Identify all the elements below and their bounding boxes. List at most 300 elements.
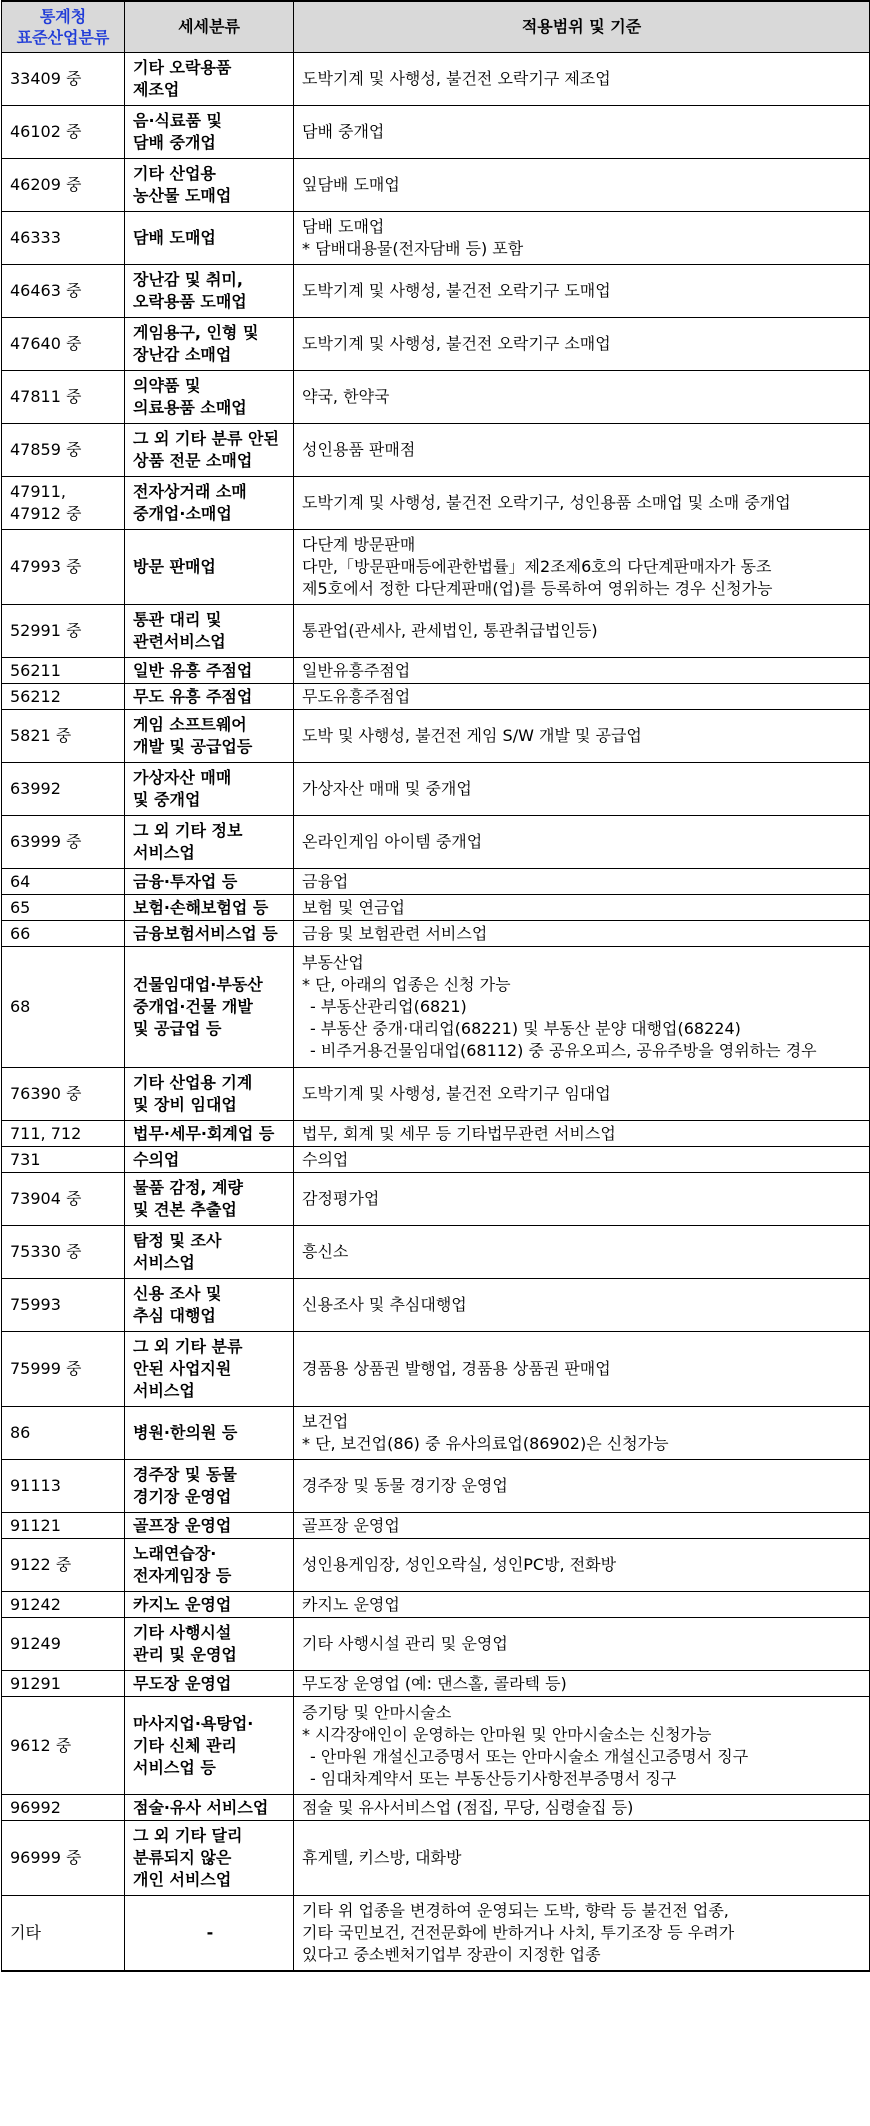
- scope-criteria-text: * 단, 아래의 업종은 신청 가능: [302, 975, 511, 994]
- subcategory-cell: [125, 212, 294, 265]
- subcategory-name: 담배 도매업: [133, 228, 216, 247]
- industry-code-cell: [2, 477, 125, 530]
- industry-code-cell: [2, 530, 125, 605]
- industry-code-cell: [2, 684, 125, 710]
- scope-criteria-text: 휴게텔, 키스방, 대화방: [302, 1848, 462, 1867]
- industry-code: 기타: [10, 1922, 41, 1942]
- industry-code: 56212: [10, 686, 61, 706]
- subcategory-cell: [125, 1795, 294, 1821]
- scope-criteria-cell: [294, 106, 870, 159]
- industry-code: 86: [10, 1423, 31, 1442]
- scope-criteria-text: 금융 및 보험관련 서비스업: [302, 923, 488, 943]
- industry-code-cell: [2, 1407, 125, 1460]
- industry-code-cell: [2, 1795, 125, 1821]
- scope-criteria-cell: [294, 1460, 870, 1513]
- industry-code-cell: [2, 1592, 125, 1618]
- subcategory-name: 농산물 도매업: [133, 186, 232, 205]
- subcategory-name: 건물임대업·부동산: [133, 975, 263, 994]
- table-row: [2, 684, 870, 710]
- subcategory-cell: [125, 1068, 294, 1121]
- scope-criteria-cell: [294, 1697, 870, 1795]
- subcategory-name: 법무·세무·회계업 등: [133, 1123, 275, 1143]
- subcategory-cell: [125, 53, 294, 106]
- industry-code-cell: [2, 869, 125, 895]
- scope-criteria-cell: [294, 947, 870, 1068]
- subcategory-cell: [125, 684, 294, 710]
- table-row: [2, 658, 870, 684]
- subcategory-name: 일반 유흥 주점업: [133, 660, 253, 680]
- table-row: [2, 1460, 870, 1513]
- industry-code-cell: [2, 1671, 125, 1697]
- industry-code: 46102 중: [10, 122, 82, 141]
- industry-code: 75999 중: [10, 1359, 82, 1378]
- subcategory-name: 병원·한의원 등: [133, 1423, 238, 1442]
- table-row: [2, 1896, 870, 1971]
- table-row: [2, 1332, 870, 1407]
- industry-exclusion-table: [1, 0, 870, 1972]
- table-row: [2, 53, 870, 106]
- industry-code-cell: [2, 895, 125, 921]
- table-row: [2, 1407, 870, 1460]
- scope-criteria-text: 기타 위 업종을 변경하여 운영되는 도박, 향락 등 불건전 업종,: [302, 1900, 729, 1920]
- industry-code-cell: [2, 816, 125, 869]
- subcategory-cell: [125, 371, 294, 424]
- scope-criteria-text: 통관업(관세사, 관세법인, 통관취급법인등): [302, 621, 598, 640]
- table-body: [2, 53, 870, 1971]
- scope-criteria-text: - 안마원 개설신고증명서 또는 안마시술소 개설신고증명서 징구: [310, 1746, 749, 1766]
- subcategory-cell: [125, 816, 294, 869]
- industry-code: 73904 중: [10, 1189, 82, 1208]
- subcategory-cell: [125, 947, 294, 1068]
- scope-criteria-text: 온라인게임 아이템 중개업: [302, 832, 483, 851]
- subcategory-name: 경기장 운영업: [133, 1487, 232, 1506]
- subcategory-name: 추심 대행업: [133, 1306, 216, 1325]
- industry-code-cell: [2, 212, 125, 265]
- industry-code-cell: [2, 265, 125, 318]
- table-row: [2, 605, 870, 658]
- scope-criteria-text: 기타 국민보건, 건전문화에 반하거나 사치, 투기조장 등 우려가: [302, 1922, 735, 1942]
- subcategory-cell: [125, 710, 294, 763]
- scope-criteria-text: - 부동산관리업(6821): [310, 997, 467, 1016]
- scope-criteria-cell: [294, 1896, 870, 1971]
- industry-code: 76390 중: [10, 1084, 82, 1103]
- scope-criteria-cell: [294, 265, 870, 318]
- scope-criteria-cell: [294, 530, 870, 605]
- subcategory-name: 개발 및 공급업등: [133, 737, 253, 756]
- table-row: [2, 212, 870, 265]
- scope-criteria-cell: [294, 763, 870, 816]
- subcategory-cell: [125, 1460, 294, 1513]
- industry-code: 63992: [10, 779, 61, 798]
- table-row: [2, 106, 870, 159]
- industry-code: 65: [10, 897, 31, 917]
- scope-criteria-text: 도박기계 및 사행성, 불건전 오락기구 임대업: [302, 1084, 611, 1103]
- industry-code-cell: [2, 1279, 125, 1332]
- industry-code: 46463 중: [10, 281, 82, 300]
- subcategory-name: 점술·유사 서비스업: [133, 1797, 269, 1817]
- industry-code: 47911,: [10, 482, 66, 501]
- subcategory-name: 음·식료품 및: [133, 111, 222, 130]
- subcategory-cell: [125, 1332, 294, 1407]
- subcategory-cell: [125, 1539, 294, 1592]
- table-row: [2, 1539, 870, 1592]
- scope-criteria-cell: [294, 53, 870, 106]
- scope-criteria-text: 가상자산 매매 및 중개업: [302, 779, 472, 798]
- scope-criteria-text: 담배 도매업: [302, 217, 385, 236]
- table-row: [2, 1795, 870, 1821]
- header-scope-criteria: 적용범위 및 기준: [294, 1, 870, 53]
- subcategory-name: 제조업: [133, 80, 180, 99]
- industry-code-cell: [2, 1226, 125, 1279]
- table-header-row: [2, 1, 870, 53]
- scope-criteria-text: 감정평가업: [302, 1189, 380, 1208]
- subcategory-name: 및 견본 추출업: [133, 1200, 237, 1219]
- industry-code: 91121: [10, 1515, 61, 1535]
- subcategory-cell: [125, 106, 294, 159]
- subcategory-cell: [125, 265, 294, 318]
- scope-criteria-text: 도박기계 및 사행성, 불건전 오락기구 도매업: [302, 281, 611, 300]
- scope-criteria-cell: [294, 1592, 870, 1618]
- scope-criteria-cell: [294, 371, 870, 424]
- subcategory-name: 장난감 및 취미,: [133, 270, 243, 289]
- industry-code-cell: [2, 921, 125, 947]
- industry-code-cell: [2, 1068, 125, 1121]
- scope-criteria-cell: [294, 869, 870, 895]
- scope-criteria-text: 도박기계 및 사행성, 불건전 오락기구 제조업: [302, 69, 611, 88]
- scope-criteria-text: * 시각장애인이 운영하는 안마원 및 안마시술소는 신청가능: [302, 1724, 712, 1744]
- subcategory-name: 장난감 소매업: [133, 345, 232, 364]
- subcategory-name: 무도 유흥 주점업: [133, 686, 253, 706]
- scope-criteria-cell: [294, 921, 870, 947]
- table-row: [2, 424, 870, 477]
- subcategory-name: 금융·투자업 등: [133, 871, 238, 891]
- industry-code-cell: [2, 658, 125, 684]
- subcategory-name: 서비스업: [133, 1253, 195, 1272]
- scope-criteria-text: 다단계 방문판매: [302, 535, 416, 554]
- subcategory-cell: [125, 1121, 294, 1147]
- subcategory-cell: [125, 1513, 294, 1539]
- subcategory-name: 그 외 기타 분류: [133, 1337, 243, 1356]
- scope-criteria-cell: [294, 1332, 870, 1407]
- subcategory-name: 게임 소프트웨어: [133, 715, 247, 734]
- industry-code: 66: [10, 923, 31, 943]
- scope-criteria-cell: [294, 658, 870, 684]
- industry-code: 63999 중: [10, 832, 82, 851]
- scope-criteria-text: - 부동산 중개·대리업(68221) 및 부동산 분양 대행업(68224): [310, 1019, 741, 1038]
- scope-criteria-text: * 담배대용물(전자담배 등) 포함: [302, 239, 524, 258]
- industry-code: 56211: [10, 660, 61, 680]
- scope-criteria-text: 경품용 상품권 발행업, 경품용 상품권 판매업: [302, 1359, 611, 1378]
- scope-criteria-text: 담배 중개업: [302, 122, 385, 141]
- industry-code-cell: [2, 159, 125, 212]
- subcategory-cell: [125, 1671, 294, 1697]
- scope-criteria-text: 법무, 회계 및 세무 등 기타법무관련 서비스업: [302, 1123, 616, 1143]
- scope-criteria-cell: [294, 605, 870, 658]
- table-row: [2, 1821, 870, 1896]
- subcategory-cell: [125, 1226, 294, 1279]
- header-industry-classification: 통계청 표준산업분류: [2, 1, 125, 53]
- table-row: [2, 1618, 870, 1671]
- subcategory-cell: [125, 1407, 294, 1460]
- subcategory-name: 경주장 및 동물: [133, 1465, 237, 1484]
- industry-code: 64: [10, 871, 31, 891]
- table-row: [2, 1671, 870, 1697]
- industry-code: 9612 중: [10, 1735, 72, 1755]
- industry-code: 9122 중: [10, 1555, 72, 1574]
- subcategory-cell: [125, 477, 294, 530]
- scope-criteria-text: - 비주거용건물임대업(68112) 중 공유오피스, 공유주방을 영위하는 경우: [310, 1041, 817, 1060]
- scope-criteria-text: * 단, 보건업(86) 중 유사의료업(86902)은 신청가능: [302, 1434, 669, 1453]
- subcategory-name: 안된 사업지원: [133, 1359, 232, 1378]
- scope-criteria-cell: [294, 477, 870, 530]
- scope-criteria-cell: [294, 1068, 870, 1121]
- subcategory-cell: [125, 921, 294, 947]
- subcategory-cell: [125, 605, 294, 658]
- scope-criteria-text: 잎담배 도매업: [302, 175, 400, 194]
- scope-criteria-text: 부동산업: [302, 953, 364, 972]
- subcategory-name: 중개업·건물 개발: [133, 997, 253, 1016]
- table-row: [2, 816, 870, 869]
- subcategory-name: 의약품 및: [133, 376, 201, 395]
- industry-code: 5821 중: [10, 726, 72, 745]
- scope-criteria-cell: [294, 1671, 870, 1697]
- subcategory-cell: [125, 424, 294, 477]
- subcategory-name: 신용 조사 및: [133, 1284, 222, 1303]
- subcategory-cell: [125, 869, 294, 895]
- scope-criteria-cell: [294, 1795, 870, 1821]
- industry-code-cell: [2, 1513, 125, 1539]
- subcategory-name: 및 중개업: [133, 790, 201, 809]
- industry-code-cell: [2, 1896, 125, 1971]
- industry-code-cell: [2, 605, 125, 658]
- table-row: [2, 947, 870, 1068]
- subcategory-cell: [125, 1592, 294, 1618]
- table-row: [2, 1279, 870, 1332]
- table-row: [2, 159, 870, 212]
- table-row: [2, 477, 870, 530]
- subcategory-name: 전자게임장 등: [133, 1566, 232, 1585]
- industry-code: 711, 712: [10, 1123, 82, 1143]
- subcategory-name: 기타 오락용품: [133, 58, 232, 77]
- subcategory-name: 개인 서비스업: [133, 1870, 232, 1889]
- subcategory-name: 물품 감정, 계량: [133, 1178, 243, 1197]
- table-row: [2, 1173, 870, 1226]
- industry-code-cell: [2, 1147, 125, 1173]
- scope-criteria-text: 기타 사행시설 관리 및 운영업: [302, 1634, 508, 1653]
- scope-criteria-text: 성인용품 판매점: [302, 440, 416, 459]
- subcategory-name: 기타 사행시설: [133, 1623, 232, 1642]
- subcategory-name: 담배 중개업: [133, 133, 216, 152]
- industry-code: 91242: [10, 1594, 61, 1614]
- subcategory-name: 금융보험서비스업 등: [133, 923, 278, 943]
- subcategory-name: 서비스업 등: [133, 1757, 216, 1777]
- subcategory-name: 골프장 운영업: [133, 1515, 232, 1535]
- scope-criteria-text: 신용조사 및 추심대행업: [302, 1295, 467, 1314]
- scope-criteria-text: - 임대차계약서 또는 부동산등기사항전부증명서 징구: [310, 1768, 677, 1788]
- scope-criteria-text: 일반유흥주점업: [302, 660, 411, 680]
- scope-criteria-cell: [294, 1618, 870, 1671]
- scope-criteria-cell: [294, 212, 870, 265]
- subcategory-name: 노래연습장·: [133, 1544, 217, 1563]
- subcategory-name: 기타 산업용: [133, 164, 216, 183]
- subcategory-name: 그 외 기타 정보: [133, 821, 243, 840]
- scope-criteria-text: 무도유흥주점업: [302, 686, 411, 706]
- industry-code: 47859 중: [10, 440, 82, 459]
- subcategory-cell: [125, 895, 294, 921]
- subcategory-name: 기타 산업용 기계: [133, 1073, 253, 1092]
- subcategory-name: 분류되지 않은: [133, 1848, 232, 1867]
- scope-criteria-text: 성인용게임장, 성인오락실, 성인PC방, 전화방: [302, 1555, 617, 1574]
- subcategory-cell: [125, 1697, 294, 1795]
- scope-criteria-text: 보험 및 연금업: [302, 897, 405, 917]
- subcategory-cell: [125, 1147, 294, 1173]
- industry-code-cell: [2, 424, 125, 477]
- industry-code-cell: [2, 318, 125, 371]
- industry-code-cell: [2, 53, 125, 106]
- table-row: [2, 1068, 870, 1121]
- subcategory-name: 관련서비스업: [133, 632, 226, 651]
- industry-code: 75993: [10, 1295, 61, 1314]
- subcategory-name: 전자상거래 소매: [133, 482, 247, 501]
- scope-criteria-text: 증기탕 및 안마시술소: [302, 1702, 452, 1722]
- table-row: [2, 1697, 870, 1795]
- subcategory-name: 중개업·소매업: [133, 504, 232, 523]
- scope-criteria-text: 있다고 중소벤처기업부 장관이 지정한 업종: [302, 1944, 601, 1964]
- scope-criteria-cell: [294, 895, 870, 921]
- table-row: [2, 265, 870, 318]
- table-row: [2, 1121, 870, 1147]
- subcategory-name: 마사지업·욕탕업·: [133, 1713, 254, 1733]
- subcategory-name: 무도장 운영업: [133, 1673, 232, 1693]
- scope-criteria-cell: [294, 1279, 870, 1332]
- scope-criteria-cell: [294, 1121, 870, 1147]
- subcategory-name: 가상자산 매매: [133, 768, 232, 787]
- table-row: [2, 710, 870, 763]
- industry-code: 96999 중: [10, 1848, 82, 1867]
- industry-code-cell: [2, 106, 125, 159]
- scope-criteria-text: 도박기계 및 사행성, 불건전 오락기구 소매업: [302, 334, 611, 353]
- subcategory-cell: [125, 318, 294, 371]
- subcategory-cell: [125, 530, 294, 605]
- industry-code-cell: [2, 1618, 125, 1671]
- scope-criteria-text: 수의업: [302, 1149, 349, 1169]
- table-row: [2, 869, 870, 895]
- subcategory-name: 방문 판매업: [133, 557, 216, 576]
- subcategory-cell: [125, 1173, 294, 1226]
- scope-criteria-text: 도박 및 사행성, 불건전 게임 S/W 개발 및 공급업: [302, 726, 642, 745]
- table-row: [2, 530, 870, 605]
- industry-code: 91291: [10, 1673, 61, 1693]
- industry-code: 91113: [10, 1476, 61, 1495]
- table-row: [2, 371, 870, 424]
- scope-criteria-text: 카지노 운영업: [302, 1594, 400, 1614]
- scope-criteria-cell: [294, 1173, 870, 1226]
- scope-criteria-cell: [294, 1147, 870, 1173]
- industry-code: 47811 중: [10, 387, 82, 406]
- industry-code: 46209 중: [10, 175, 82, 194]
- scope-criteria-cell: [294, 1513, 870, 1539]
- subcategory-name: 수의업: [133, 1149, 180, 1169]
- table-row: [2, 1226, 870, 1279]
- industry-code: 33409 중: [10, 69, 82, 88]
- subcategory-name: 및 장비 임대업: [133, 1095, 237, 1114]
- scope-criteria-text: 무도장 운영업 (예: 댄스홀, 콜라텍 등): [302, 1673, 567, 1693]
- industry-code-cell: [2, 1539, 125, 1592]
- scope-criteria-cell: [294, 424, 870, 477]
- table-row: [2, 1147, 870, 1173]
- table-row: [2, 1513, 870, 1539]
- scope-criteria-text: 골프장 운영업: [302, 1515, 400, 1535]
- scope-criteria-text: 약국, 한약국: [302, 387, 390, 406]
- industry-code: 68: [10, 997, 31, 1016]
- table-row: [2, 318, 870, 371]
- scope-criteria-text: 금융업: [302, 871, 349, 891]
- subcategory-name: 카지노 운영업: [133, 1594, 232, 1614]
- scope-criteria-cell: [294, 318, 870, 371]
- subcategory-name: 상품 전문 소매업: [133, 451, 253, 470]
- subcategory-name: 통관 대리 및: [133, 610, 222, 629]
- industry-code: 75330 중: [10, 1242, 82, 1261]
- scope-criteria-cell: [294, 1226, 870, 1279]
- scope-criteria-text: 경주장 및 동물 경기장 운영업: [302, 1476, 508, 1495]
- subcategory-name: 기타 신체 관리: [133, 1735, 237, 1755]
- subcategory-name: 서비스업: [133, 1381, 195, 1400]
- subcategory-name: 그 외 기타 분류 안된: [133, 429, 279, 448]
- subcategory-cell: [125, 1896, 294, 1971]
- subcategory-name: 게임용구, 인형 및: [133, 323, 259, 342]
- scope-criteria-cell: [294, 1407, 870, 1460]
- subcategory-name: 탐정 및 조사: [133, 1231, 222, 1250]
- subcategory-name: 서비스업: [133, 843, 195, 862]
- subcategory-name: 그 외 기타 달리: [133, 1826, 243, 1845]
- subcategory-cell: [125, 1279, 294, 1332]
- scope-criteria-text: 점술 및 유사서비스업 (점집, 무당, 심령술집 등): [302, 1797, 634, 1817]
- scope-criteria-cell: [294, 159, 870, 212]
- scope-criteria-text: 도박기계 및 사행성, 불건전 오락기구, 성인용품 소매업 및 소매 중개업: [302, 493, 791, 512]
- scope-criteria-text: 제5호에서 정한 다단계판매(업)를 등록하여 영위하는 경우 신청가능: [302, 579, 773, 598]
- header-subcategory: 세세분류: [125, 1, 294, 53]
- industry-code: 47640 중: [10, 334, 82, 353]
- industry-code-cell: [2, 371, 125, 424]
- subcategory-name: 오락용품 도매업: [133, 292, 247, 311]
- industry-code-cell: [2, 763, 125, 816]
- scope-criteria-cell: [294, 684, 870, 710]
- industry-code-cell: [2, 1460, 125, 1513]
- industry-code: 91249: [10, 1634, 61, 1653]
- industry-code-cell: [2, 947, 125, 1068]
- subcategory-cell: [125, 658, 294, 684]
- subcategory-name: -: [206, 1922, 214, 1942]
- subcategory-name: 관리 및 운영업: [133, 1645, 237, 1664]
- table-row: [2, 1592, 870, 1618]
- scope-criteria-text: 보건업: [302, 1412, 349, 1431]
- industry-code-cell: [2, 1173, 125, 1226]
- subcategory-cell: [125, 159, 294, 212]
- industry-code-cell: [2, 710, 125, 763]
- subcategory-cell: [125, 763, 294, 816]
- scope-criteria-cell: [294, 816, 870, 869]
- subcategory-cell: [125, 1618, 294, 1671]
- subcategory-name: 및 공급업 등: [133, 1019, 222, 1038]
- scope-criteria-cell: [294, 1821, 870, 1896]
- table-row: [2, 921, 870, 947]
- scope-criteria-text: 흥신소: [302, 1242, 349, 1261]
- scope-criteria-cell: [294, 1539, 870, 1592]
- industry-code: 46333: [10, 228, 61, 247]
- industry-code-cell: [2, 1697, 125, 1795]
- scope-criteria-cell: [294, 710, 870, 763]
- subcategory-name: 보험·손해보험업 등: [133, 897, 269, 917]
